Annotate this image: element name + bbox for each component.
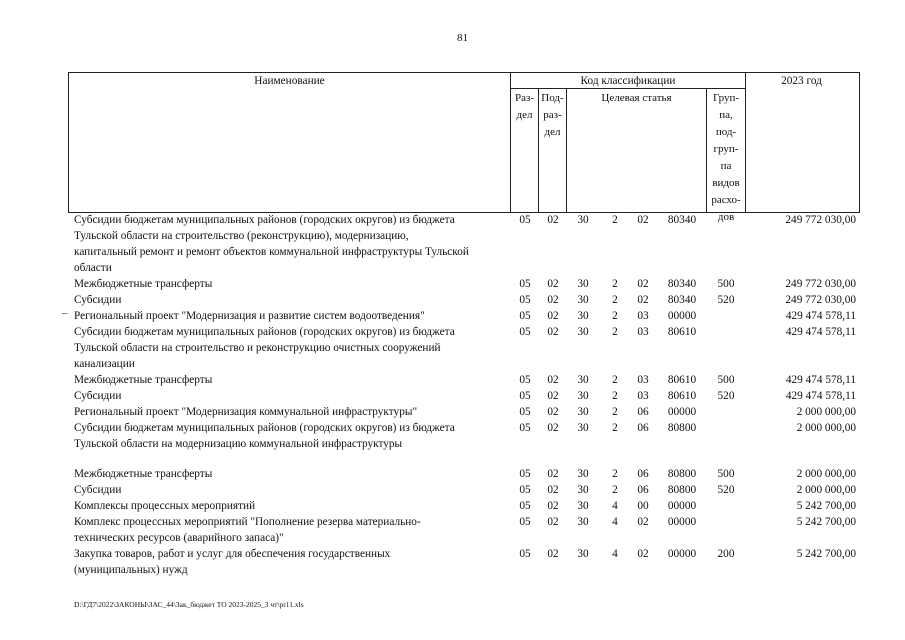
cell-amount: 5 242 700,00 xyxy=(796,500,856,512)
cell-vr: 500 xyxy=(717,374,735,386)
row-name-line: Субсидии xyxy=(74,294,122,306)
row-name-line: (муниципальных) нужд xyxy=(74,564,188,576)
cell-pr: 02 xyxy=(547,294,559,306)
cell-amount: 5 242 700,00 xyxy=(796,516,856,528)
cell-rz: 05 xyxy=(519,278,531,290)
cell-rz: 05 xyxy=(519,548,531,560)
cell-vr: 500 xyxy=(717,278,735,290)
cell-pr: 02 xyxy=(547,374,559,386)
cell-rz: 05 xyxy=(519,374,531,386)
cell-pr: 02 xyxy=(547,326,559,338)
cell-pr: 02 xyxy=(547,278,559,290)
cell-amount: 429 474 578,11 xyxy=(785,310,856,322)
cell-t3: 02 xyxy=(637,278,649,290)
row-name xyxy=(74,308,504,324)
row-name-line: области xyxy=(74,262,112,274)
cell-t3: 02 xyxy=(637,294,649,306)
row-name-line: Региональный проект "Модернизация коммунальной инфраструктуры" xyxy=(74,406,418,418)
header-code-group: Код классификации xyxy=(580,75,676,87)
cell-vr: 520 xyxy=(717,484,735,496)
row-name-line: Субсидии бюджетам муниципальных районов (городских округов) из бюджета xyxy=(74,422,455,434)
cell-rz: 05 xyxy=(519,422,531,434)
row-name xyxy=(74,482,504,498)
cell-pr: 02 xyxy=(547,548,559,560)
row-name xyxy=(74,546,504,578)
cell-t2: 2 xyxy=(612,406,618,418)
cell-rz: 05 xyxy=(519,406,531,418)
cell-t3: 02 xyxy=(637,214,649,226)
cell-pr: 02 xyxy=(547,214,559,226)
cell-t1: 30 xyxy=(577,422,589,434)
cell-pr: 02 xyxy=(547,484,559,496)
cell-amount: 249 772 030,00 xyxy=(785,294,856,306)
cell-t2: 2 xyxy=(612,278,618,290)
row-name-line: Субсидии xyxy=(74,390,122,402)
cell-t3: 02 xyxy=(637,548,649,560)
row-name-line: Комплексы процессных мероприятий xyxy=(74,500,256,512)
row-name xyxy=(74,372,504,388)
row-name-line: Межбюджетные трансферты xyxy=(74,468,213,480)
cell-t1: 30 xyxy=(577,548,589,560)
cell-pr: 02 xyxy=(547,516,559,528)
row-name xyxy=(74,498,504,514)
cell-t4: 80610 xyxy=(667,390,697,402)
row-name-line: Межбюджетные трансферты xyxy=(74,374,213,386)
cell-t4: 00000 xyxy=(667,548,697,560)
cell-t1: 30 xyxy=(577,468,589,480)
page-number: 81 xyxy=(457,32,468,44)
row-name-line: Комплекс процессных мероприятий "Пополнение резерва материально- xyxy=(74,516,421,528)
cell-t3: 00 xyxy=(637,500,649,512)
cell-t4: 00000 xyxy=(667,406,697,418)
cell-amount: 429 474 578,11 xyxy=(785,390,856,402)
cell-t1: 30 xyxy=(577,278,589,290)
cell-vr: 500 xyxy=(717,468,735,480)
cell-t3: 06 xyxy=(637,406,649,418)
footer-path: D:\ГД7\2022\ЗАКОНЫ\ЗАС_44\Зак_бюджет ТО 2023-2025_3 чт\pr11.xls xyxy=(74,600,304,609)
cell-amount: 429 474 578,11 xyxy=(785,374,856,386)
cell-t4: 80340 xyxy=(667,278,697,290)
row-name-line: канализации xyxy=(74,358,135,370)
cell-t2: 4 xyxy=(612,548,618,560)
cell-pr: 02 xyxy=(547,390,559,402)
row-name-line: Субсидии бюджетам муниципальных районов (городских округов) из бюджета xyxy=(74,214,455,226)
cell-pr: 02 xyxy=(547,468,559,480)
margin-mark: – xyxy=(62,307,68,319)
row-name xyxy=(74,324,504,372)
cell-amount: 2 000 000,00 xyxy=(796,422,856,434)
cell-t4: 00000 xyxy=(667,516,697,528)
cell-t3: 03 xyxy=(637,310,649,322)
row-name xyxy=(74,514,504,546)
cell-t1: 30 xyxy=(577,294,589,306)
cell-t3: 06 xyxy=(637,468,649,480)
cell-t1: 30 xyxy=(577,406,589,418)
cell-t4: 80800 xyxy=(667,468,697,480)
cell-t3: 03 xyxy=(637,390,649,402)
cell-t2: 2 xyxy=(612,422,618,434)
cell-t2: 2 xyxy=(612,326,618,338)
cell-amount: 5 242 700,00 xyxy=(796,548,856,560)
cell-rz: 05 xyxy=(519,516,531,528)
cell-t1: 30 xyxy=(577,516,589,528)
cell-amount: 2 000 000,00 xyxy=(796,484,856,496)
cell-t3: 06 xyxy=(637,422,649,434)
row-name xyxy=(74,276,504,292)
cell-t3: 06 xyxy=(637,484,649,496)
cell-t2: 2 xyxy=(612,294,618,306)
cell-t2: 2 xyxy=(612,484,618,496)
cell-t2: 2 xyxy=(612,374,618,386)
row-name-line: Тульской области на строительство (реконструкцию), модернизацию, xyxy=(74,230,409,242)
header-podrazdel: Под- раз- дел xyxy=(541,92,564,138)
cell-pr: 02 xyxy=(547,500,559,512)
cell-rz: 05 xyxy=(519,500,531,512)
row-name-line: Тульской области на модернизацию коммунальной инфраструктуры xyxy=(74,438,403,450)
cell-t4: 80340 xyxy=(667,214,697,226)
cell-t1: 30 xyxy=(577,214,589,226)
cell-t4: 80800 xyxy=(667,422,697,434)
cell-vr: 200 xyxy=(717,548,735,560)
cell-t2: 2 xyxy=(612,310,618,322)
cell-amount: 429 474 578,11 xyxy=(785,326,856,338)
cell-t4: 00000 xyxy=(667,310,697,322)
header-razdel: Раз- дел xyxy=(514,92,534,121)
cell-pr: 02 xyxy=(547,422,559,434)
row-name xyxy=(74,466,504,482)
row-name-line: Региональный проект "Модернизация и развитие систем водоотведения" xyxy=(74,310,425,322)
header-target: Целевая статья xyxy=(601,92,672,104)
row-name-line: Субсидии бюджетам муниципальных районов (городских округов) из бюджета xyxy=(74,326,455,338)
cell-t2: 4 xyxy=(612,516,618,528)
row-name-line: Субсидии xyxy=(74,484,122,496)
cell-vr: 520 xyxy=(717,294,735,306)
cell-t4: 80800 xyxy=(667,484,697,496)
row-name xyxy=(74,420,504,452)
cell-t4: 80340 xyxy=(667,294,697,306)
header-group: Груп- па, под- груп- па видов расхо- дов xyxy=(711,92,741,223)
row-name xyxy=(74,388,504,404)
cell-t2: 2 xyxy=(612,390,618,402)
header-divider xyxy=(745,72,746,212)
row-name-line: технических ресурсов (аварийного запаса)" xyxy=(74,532,284,544)
cell-pr: 02 xyxy=(547,310,559,322)
cell-amount: 2 000 000,00 xyxy=(796,406,856,418)
header-name: Наименование xyxy=(254,75,325,87)
cell-rz: 05 xyxy=(519,484,531,496)
cell-rz: 05 xyxy=(519,326,531,338)
cell-rz: 05 xyxy=(519,310,531,322)
cell-t4: 80610 xyxy=(667,374,697,386)
cell-vr: 520 xyxy=(717,390,735,402)
cell-t3: 03 xyxy=(637,326,649,338)
cell-amount: 249 772 030,00 xyxy=(785,278,856,290)
row-name-line: капитальный ремонт и ремонт объектов коммунальной инфраструктуры Тульской xyxy=(74,246,469,258)
cell-t2: 4 xyxy=(612,500,618,512)
cell-t1: 30 xyxy=(577,500,589,512)
cell-t1: 30 xyxy=(577,310,589,322)
header-year: 2023 год xyxy=(781,75,822,87)
cell-rz: 05 xyxy=(519,214,531,226)
row-name xyxy=(74,292,504,308)
row-name-line: Закупка товаров, работ и услуг для обеспечения государственных xyxy=(74,548,391,560)
cell-t1: 30 xyxy=(577,374,589,386)
cell-amount: 249 772 030,00 xyxy=(785,214,856,226)
cell-t4: 00000 xyxy=(667,500,697,512)
cell-rz: 05 xyxy=(519,468,531,480)
cell-t3: 02 xyxy=(637,516,649,528)
row-name-line: Межбюджетные трансферты xyxy=(74,278,213,290)
cell-t2: 2 xyxy=(612,214,618,226)
row-name xyxy=(74,212,504,276)
cell-rz: 05 xyxy=(519,390,531,402)
row-name-line: Тульской области на строительство и реконструкцию очистных сооружений xyxy=(74,342,441,354)
cell-t4: 80610 xyxy=(667,326,697,338)
cell-t2: 2 xyxy=(612,468,618,480)
cell-t1: 30 xyxy=(577,326,589,338)
cell-rz: 05 xyxy=(519,294,531,306)
row-name xyxy=(74,404,504,420)
cell-t1: 30 xyxy=(577,390,589,402)
cell-t1: 30 xyxy=(577,484,589,496)
cell-pr: 02 xyxy=(547,406,559,418)
cell-amount: 2 000 000,00 xyxy=(796,468,856,480)
cell-t3: 03 xyxy=(637,374,649,386)
